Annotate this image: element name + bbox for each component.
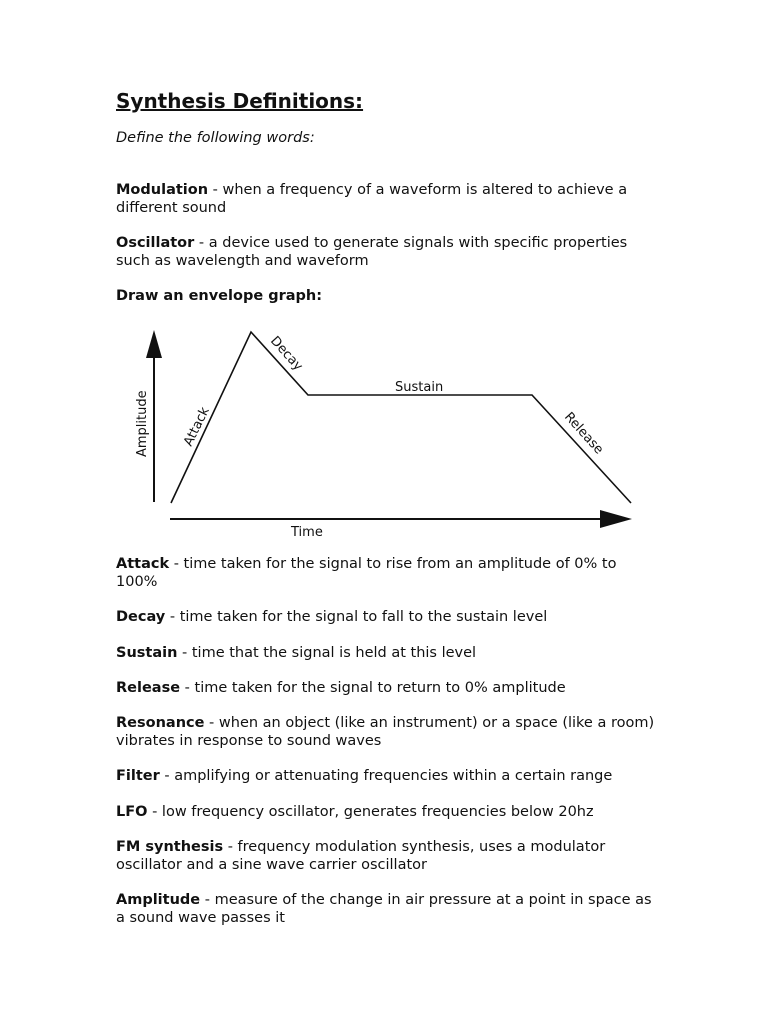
definition-text: - time taken for the signal to fall to the sustain level <box>165 609 548 625</box>
definition-text: - a device used to generate signals with specific properties such as wavelength and waveform <box>116 235 628 269</box>
definition-lfo <box>116 803 661 821</box>
definition-text: - time taken for the signal to rise from an amplitude of 0% to 100% <box>116 556 617 590</box>
definition-fm-synthesis <box>116 838 661 874</box>
attack-label: Attack <box>181 404 213 449</box>
decay-label: Decay <box>267 333 306 375</box>
definition-term: Attack <box>116 556 170 572</box>
definition-text: - when an object (like an instrument) or a space (like a room) vibrates in response to sound waves <box>116 715 655 749</box>
definition-attack <box>116 555 661 591</box>
definition-term: Filter <box>116 768 160 784</box>
definition-text: - frequency modulation synthesis, uses a modulator oscillator and a sine wave carrier oscillator <box>116 839 606 873</box>
definition-term: Amplitude <box>116 892 201 908</box>
definition-term: Oscillator <box>116 235 195 251</box>
envelope-graph <box>116 320 646 545</box>
x-axis-arrowhead <box>600 510 632 528</box>
release-label: Release <box>561 409 607 458</box>
definitions-top <box>116 181 656 270</box>
graph-heading: Draw an envelope graph: <box>116 288 323 304</box>
y-axis-arrowhead <box>146 330 162 358</box>
definition-sustain <box>116 644 661 662</box>
definition-text: - amplifying or attenuating frequencies within a certain range <box>159 768 613 784</box>
x-axis-label: Time <box>291 525 323 540</box>
document-page <box>116 86 656 305</box>
sustain-label: Sustain <box>395 380 444 395</box>
definition-resonance <box>116 714 661 750</box>
subtitle: Define the following words: <box>116 130 315 146</box>
definition-text: - measure of the change in air pressure at a point in space as a sound wave passes it <box>116 892 652 926</box>
definition-oscillator <box>116 234 656 270</box>
definition-term: Modulation <box>116 182 209 198</box>
definition-term: FM synthesis <box>116 839 224 855</box>
definition-text: - low frequency oscillator, generates frequencies below 20hz <box>147 804 594 820</box>
definition-text: - when a frequency of a waveform is altered to achieve a different sound <box>116 182 628 216</box>
page-title: Synthesis Definitions: <box>116 89 364 113</box>
definitions-bottom <box>116 555 661 927</box>
definition-release <box>116 679 661 697</box>
definition-filter <box>116 767 661 785</box>
y-axis-label: Amplitude <box>135 390 150 457</box>
definition-term: Decay <box>116 609 166 625</box>
definition-modulation <box>116 181 656 217</box>
definition-term: Resonance <box>116 715 205 731</box>
definition-term: LFO <box>116 804 148 820</box>
definition-text: - time that the signal is held at this level <box>177 645 477 661</box>
definition-term: Sustain <box>116 645 178 661</box>
definition-decay <box>116 608 661 626</box>
definition-amplitude <box>116 891 661 927</box>
definition-term: Release <box>116 680 181 696</box>
definition-text: - time taken for the signal to return to 0% amplitude <box>180 680 566 696</box>
